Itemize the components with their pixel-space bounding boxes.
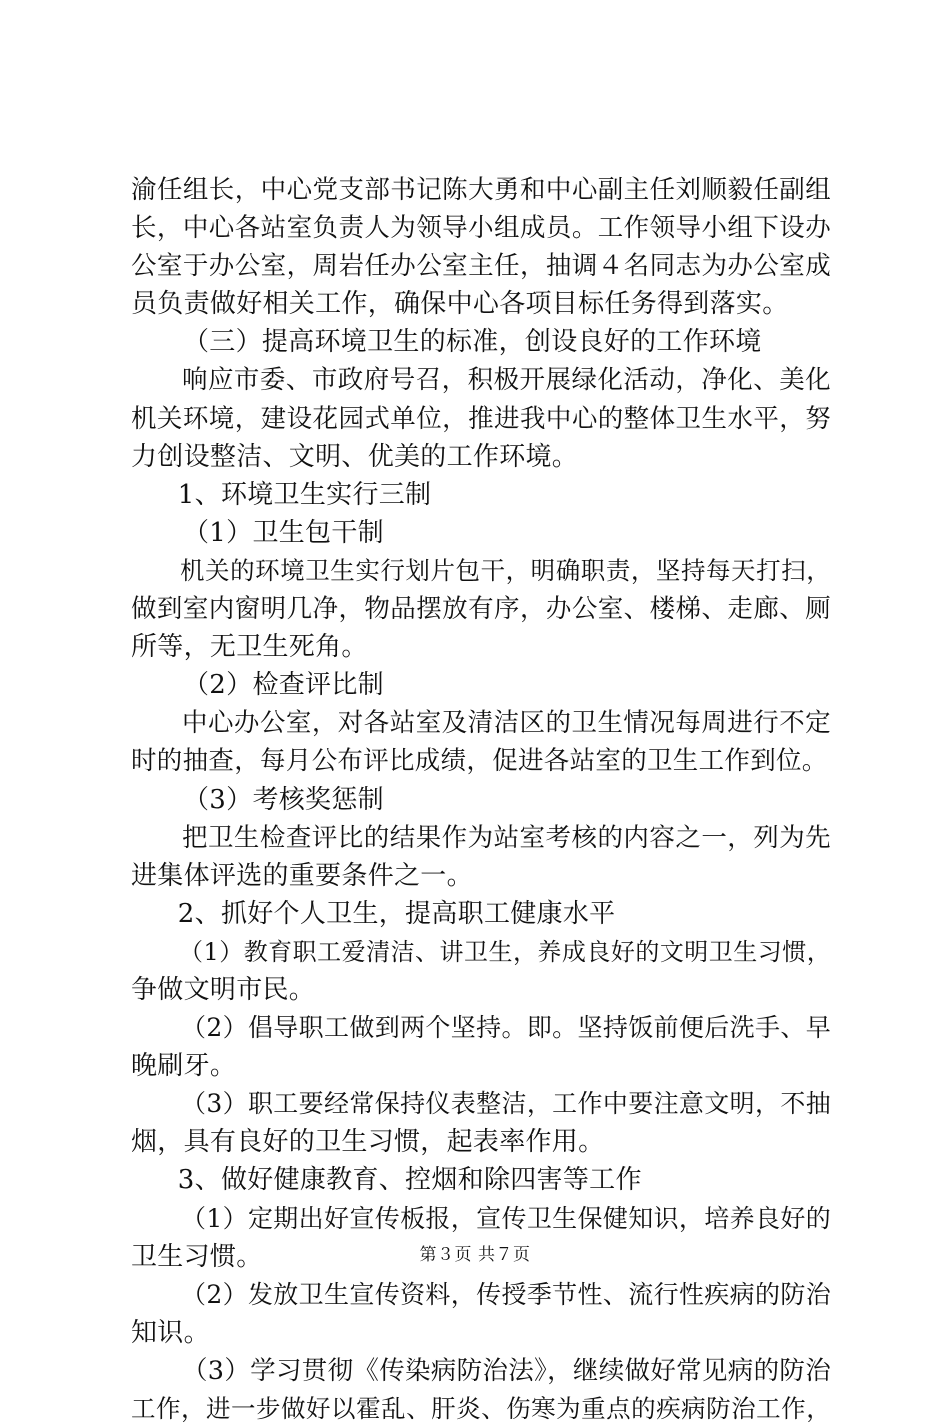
text-line: 知识。 (131, 1317, 210, 1348)
text-line: 卫生习惯。 (131, 1241, 263, 1272)
text-line: 机关的环境卫生实行划片包干，明确职责，坚持每天打扫， (180, 555, 831, 585)
text-line: （3）考核奖惩制 (183, 784, 384, 815)
text-line: 争做文明市民。 (131, 974, 316, 1005)
page-footer (0, 1245, 950, 1265)
text-line: 进集体评选的重要条件之一。 (131, 860, 473, 891)
text-line: 长，中心各站室负责人为领导小组成员。工作领导小组下设办 (131, 213, 831, 244)
text-line: 机关环境，建设花园式单位，推进我中心的整体卫生水平，努 (131, 403, 831, 434)
text-line: 3、做好健康教育、控烟和除四害等工作 (177, 1165, 642, 1196)
text-line: 力创设整洁、文明、优美的工作环境。 (131, 441, 579, 472)
text-line: （1）定期出好宣传板报，宣传卫生保健知识，培养良好的 (181, 1203, 831, 1233)
text-line: 中心办公室，对各站室及清洁区的卫生情况每周进行不定 (182, 708, 831, 739)
page-number-label: 第３页 共７页 (419, 1245, 531, 1265)
text-line: 员负责做好相关工作，确保中心各项目标任务得到落实。 (131, 289, 789, 320)
text-line: （1）卫生包干制 (183, 517, 384, 548)
text-line: 把卫生检查评比的结果作为站室考核的内容之一，列为先 (182, 822, 831, 853)
text-line: （三）提高环境卫生的标准，创设良好的工作环境 (183, 327, 762, 358)
text-line: 烟，具有良好的卫生习惯，起表率作用。 (131, 1127, 605, 1158)
text-line: （2）倡导职工做到两个坚持。即。坚持饭前便后洗手、早 (181, 1013, 831, 1043)
text-line: 渝任组长，中心党支部书记陈大勇和中心副主任刘顺毅任副组 (131, 175, 831, 205)
text-line: 做到室内窗明几净，物品摆放有序，办公室、楼梯、走廊、厕 (131, 594, 831, 625)
text-line: （3）职工要经常保持仪表整洁，工作中要注意文明，不抽 (181, 1089, 831, 1119)
text-line: 2、抓好个人卫生，提高职工健康水平 (177, 898, 616, 929)
text-line: 响应市委、市政府号召，积极开展绿化活动，净化、美化 (182, 365, 831, 396)
text-line: 晚刷牙。 (131, 1051, 237, 1082)
document-body (131, 171, 831, 1428)
text-line: （3）学习贯彻《传染病防治法》，继续做好常见病的防治 (182, 1355, 831, 1386)
text-line: 时的抽查，每月公布评比成绩，促进各站室的卫生工作到位。 (131, 746, 828, 777)
text-line: 所等，无卫生死角。 (131, 632, 368, 663)
text-line: （2）检查评比制 (183, 670, 384, 701)
text-line: 公室于办公室，周岩任办公室主任，抽调４名同志为办公室成 (131, 251, 831, 282)
text-line: （1）教育职工爱清洁、讲卫生，养成良好的文明卫生习惯， (179, 937, 831, 966)
text-line: 1、环境卫生实行三制 (177, 479, 432, 510)
text-line: （2）发放卫生宣传资料，传授季节性、流行性疾病的防治 (181, 1279, 831, 1309)
text-line: 工作，进一步做好以霍乱、肝炎、伤寒为重点的疾病防治工作， (131, 1394, 831, 1423)
